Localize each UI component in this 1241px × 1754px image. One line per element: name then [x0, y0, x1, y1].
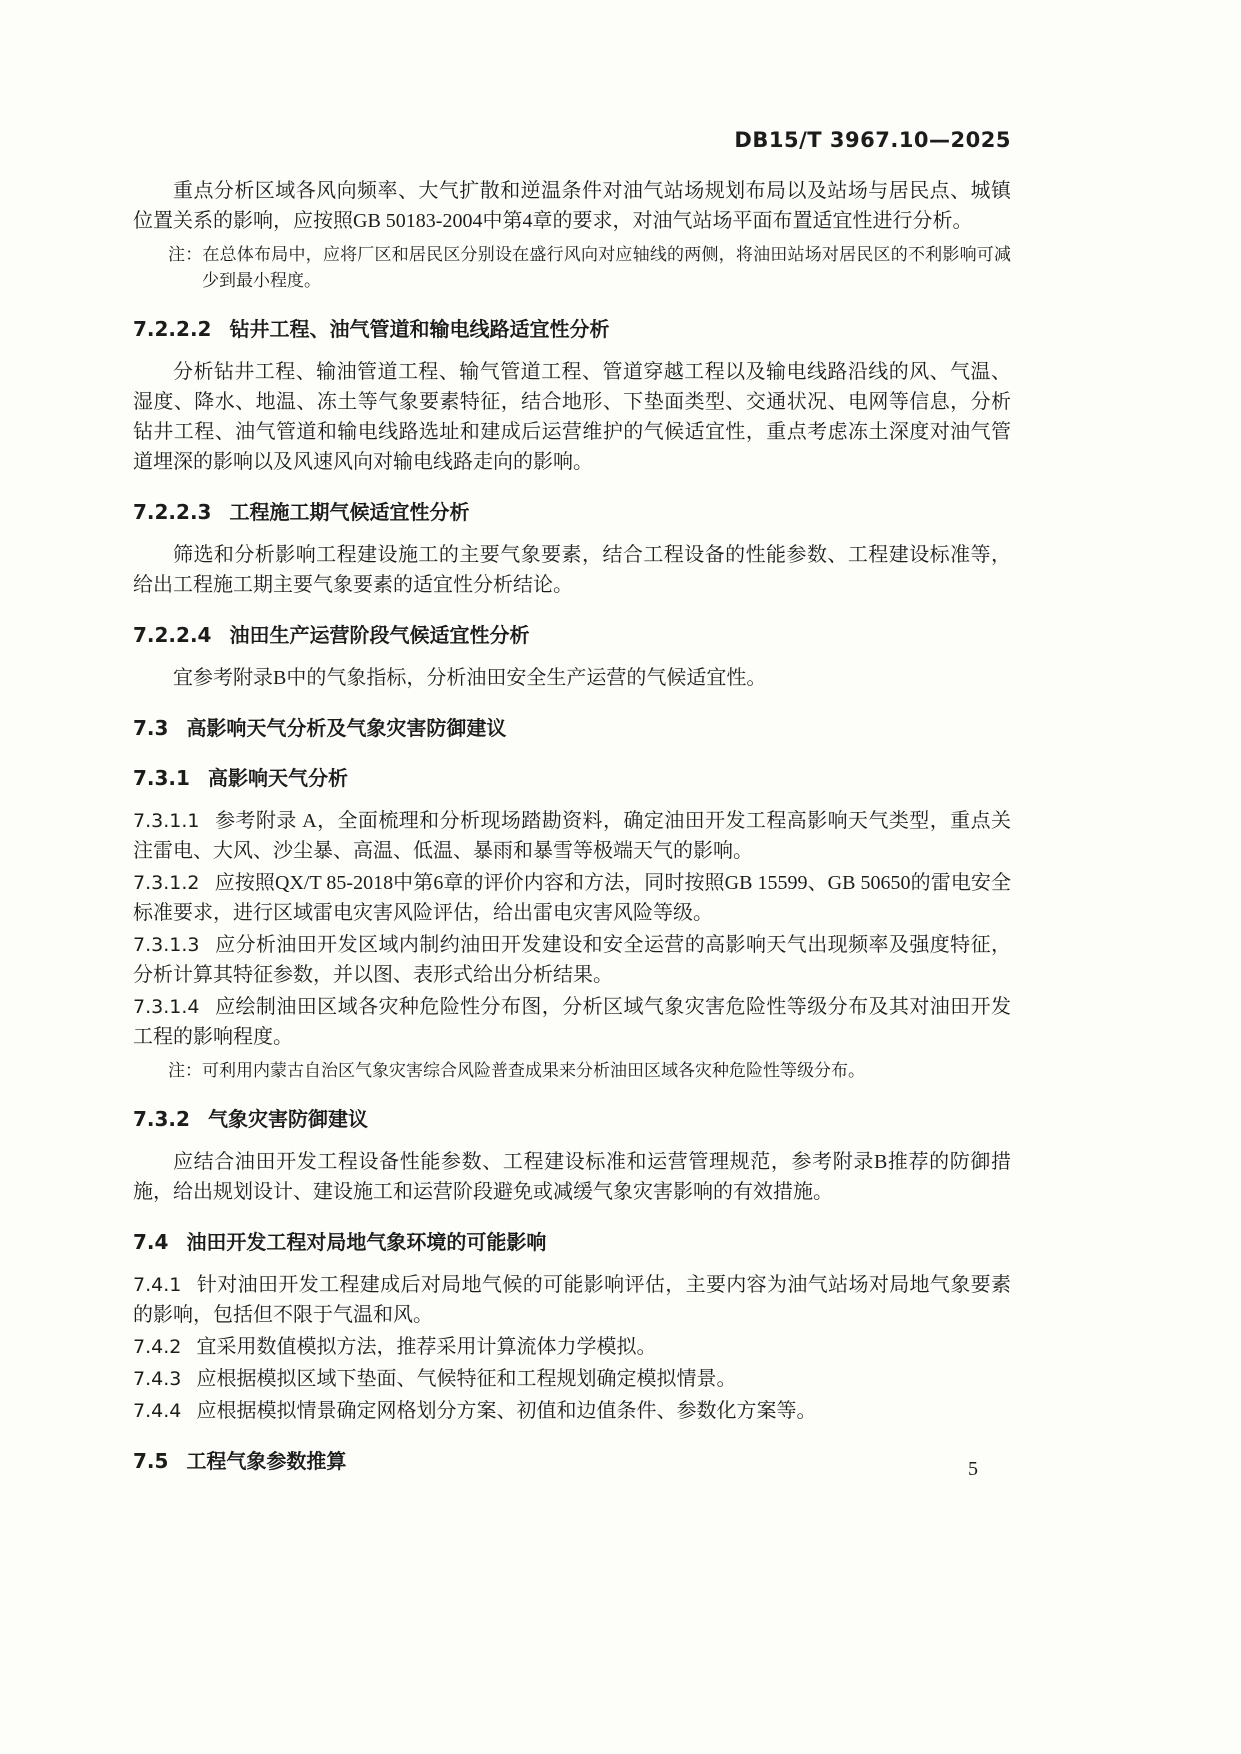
- heading-number: 7.3.1: [133, 766, 190, 790]
- clause-7-3-1-2: [133, 868, 1011, 928]
- clause-number: 7.4.1: [133, 1274, 182, 1296]
- paragraph-drilling: 分析钻井工程、输油管道工程、输气管道工程、管道穿越工程以及输电线路沿线的风、气温、湿度、降水、地温、冻土等气象要素特征，结合地形、下垫面类型、交通状况、电网等信息，分析钻井工程、油气管道和输电线路选址和建成后运营维护的气候适宜性，重点考虑冻土深度对油气管道埋深的影响以及风速风向对输电线路走向的影响。: [133, 361, 1011, 473]
- clause-number: 7.4.4: [133, 1400, 182, 1422]
- note-label: 注：: [168, 245, 203, 264]
- paragraph-intro: 重点分析区域各风向频率、大气扩散和逆温条件对油气站场规划布局以及站场与居民点、城镇位置关系的影响，应按照GB 50183-2004中第4章的要求，对油气站场平面布置适宜性进行分析。: [133, 180, 1011, 232]
- clause-7-4-1: [133, 1270, 1011, 1330]
- heading-title: 油田生产运营阶段气候适宜性分析: [229, 623, 530, 647]
- heading-7-3: [133, 713, 1011, 743]
- heading-number: 7.2.2.2: [133, 317, 212, 341]
- clause-number: 7.4.3: [133, 1368, 182, 1390]
- clause-number: 7.3.1.2: [133, 872, 200, 894]
- paragraph-defense: 应结合油田开发工程设备性能参数、工程建设标准和运营管理规范，参考附录B推荐的防御措施，给出规划设计、建设施工和运营阶段避免或减缓气象灾害影响的有效措施。: [133, 1151, 1011, 1203]
- clause-7-4-4: [133, 1396, 1011, 1426]
- clause-text: 应根据模拟区域下垫面、气候特征和工程规划确定模拟情景。: [196, 1368, 737, 1390]
- clause-number: 7.4.2: [133, 1336, 182, 1358]
- note-text: 在总体布局中，应将厂区和居民区分别设在盛行风向对应轴线的两侧，将油田站场对居民区的不利影响可减少到最小程度。: [202, 245, 1012, 290]
- heading-number: 7.2.2.3: [133, 500, 212, 524]
- clause-7-4-2: [133, 1332, 1011, 1362]
- note-risk-survey: [168, 1058, 1011, 1084]
- heading-7-2-2-4: [133, 620, 1011, 650]
- heading-number: 7.5: [133, 1449, 169, 1473]
- heading-title: 气象灾害防御建议: [207, 1107, 368, 1131]
- clause-text: 宜采用数值模拟方法，推荐采用计算流体力学模拟。: [196, 1336, 657, 1358]
- heading-number: 7.2.2.4: [133, 623, 212, 647]
- clause-number: 7.3.1.3: [133, 934, 200, 956]
- heading-7-4: [133, 1227, 1011, 1257]
- clause-text: 应分析油田开发区域内制约油田开发建设和安全运营的高影响天气出现频率及强度特征，分析计算其特征参数，并以图、表形式给出分析结果。: [133, 934, 1011, 986]
- clause-text: 应按照QX/T 85-2018中第6章的评价内容和方法，同时按照GB 15599、GB 50650的雷电安全标准要求，进行区域雷电灾害风险评估，给出雷电灾害风险等级。: [133, 872, 1011, 924]
- clause-text: 参考附录 A，全面梳理和分析现场踏勘资料，确定油田开发工程高影响天气类型，重点关注雷电、大风、沙尘暴、高温、低温、暴雨和暴雪等极端天气的影响。: [133, 810, 1011, 862]
- heading-title: 钻井工程、油气管道和输电线路适宜性分析: [229, 317, 610, 341]
- clause-7-3-1-1: [133, 806, 1011, 866]
- note-layout: [168, 242, 1011, 294]
- clause-number: 7.3.1.4: [133, 996, 200, 1018]
- heading-number: 7.4: [133, 1230, 169, 1254]
- heading-title: 工程施工期气候适宜性分析: [229, 500, 470, 524]
- clause-7-3-1-4: [133, 992, 1011, 1052]
- clause-number: 7.3.1.1: [133, 810, 200, 832]
- clause-7-4-3: [133, 1364, 1011, 1394]
- heading-7-5: [133, 1446, 1011, 1476]
- clause-text: 应绘制油田区域各灾种危险性分布图，分析区域气象灾害危险性等级分布及其对油田开发工程的影响程度。: [133, 996, 1011, 1048]
- paragraph-construction: 筛选和分析影响工程建设施工的主要气象要素，结合工程设备的性能参数、工程建设标准等，给出工程施工期主要气象要素的适宜性分析结论。: [133, 544, 1011, 596]
- clause-7-3-1-3: [133, 930, 1011, 990]
- clause-text: 针对油田开发工程建成后对局地气候的可能影响评估，主要内容为油气站场对局地气象要素的影响，包括但不限于气温和风。: [133, 1274, 1011, 1326]
- heading-7-2-2-3: [133, 497, 1011, 527]
- heading-number: 7.3: [133, 716, 169, 740]
- doc-code: DB15/T 3967.10—2025: [734, 128, 1011, 152]
- heading-number: 7.3.2: [133, 1107, 190, 1131]
- heading-7-2-2-2: [133, 314, 1011, 344]
- heading-7-3-1: [133, 763, 1011, 793]
- heading-title: 高影响天气分析: [207, 766, 348, 790]
- heading-title: 高影响天气分析及气象灾害防御建议: [186, 716, 507, 740]
- heading-title: 油田开发工程对局地气象环境的可能影响: [186, 1230, 547, 1254]
- clause-text: 应根据模拟情景确定网格划分方案、初值和边值条件、参数化方案等。: [196, 1400, 817, 1422]
- note-label: 注：: [168, 1061, 202, 1080]
- note-text: 可利用内蒙古自治区气象灾害综合风险普查成果来分析油田区域各灾种危险性等级分布。: [202, 1061, 865, 1080]
- page-number: 5: [968, 1458, 978, 1480]
- heading-7-3-2: [133, 1104, 1011, 1134]
- paragraph-operation: 宜参考附录B中的气象指标，分析油田安全生产运营的气候适宜性。: [173, 667, 767, 689]
- heading-title: 工程气象参数推算: [186, 1449, 347, 1473]
- doc-content: [133, 176, 1011, 1489]
- doc-header: [133, 128, 1011, 152]
